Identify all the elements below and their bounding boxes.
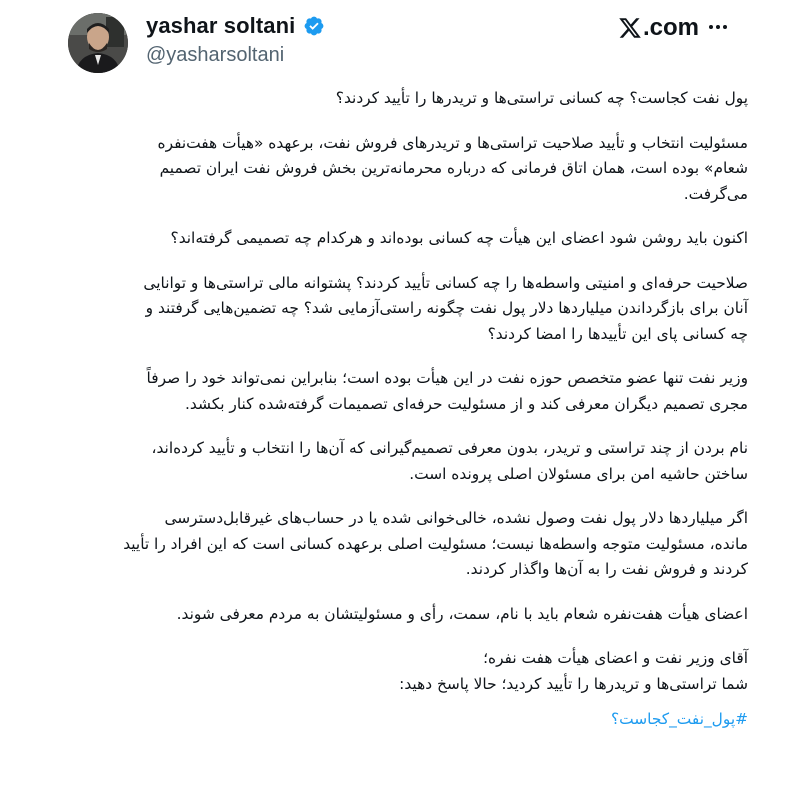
tweet-paragraph: اعضای هیأت هفت‌نفره شعام باید با نام، سمت، رأی و مسئولیتشان به مردم معرفی شوند.	[176, 604, 748, 623]
tweet-paragraph: نام بردن از چند تراستی و تریدر، بدون معرفی تصمیم‌گیرانی که آن‌ها را انتخاب و تأیید کرده‌اند، ساختن حاشیه امن برای مسئولان اصلی پرونده است.	[151, 439, 748, 483]
tweet-paragraph: پول نفت کجاست؟ چه کسانی تراستی‌ها و تریدرها را تأیید کردند؟	[335, 89, 748, 107]
verified-badge-icon	[303, 15, 325, 37]
closing-line: آقای وزیر نفت و اعضای هیأت هفت نفره؛	[483, 649, 748, 667]
name-row	[146, 12, 325, 40]
x-logo-icon	[618, 16, 642, 40]
tweet-paragraph: صلاحیت حرفه‌ای و امنیتی واسطه‌ها را چه کسانی تأیید کردند؟ پشتوانه مالی تراستی‌ها و توانایی آنان برای بازگرداندن میلیاردها دلار پول نفت چگونه راستی‌آزمایی شد؟ چه تضمین‌هایی گرفتند و چه کسانی پای این تأییدها را امضا کردند؟	[143, 273, 748, 343]
avatar-photo	[68, 13, 128, 73]
tweet-paragraph: اگر میلیاردها دلار پول نفت وصول نشده، خالی‌خوانی شده یا در حساب‌های غیرقابل‌دسترسی مانده، مسئولیت متوجه واسطه‌ها نیست؛ مسئولیت اصلی برعهده کسانی است که این افراد را تأیید کردند و فروش نفت را به آن‌ها واگذار کردند.	[123, 509, 748, 578]
tweet-text	[66, 86, 748, 733]
brand	[618, 15, 699, 41]
tweet-header	[0, 0, 800, 78]
hashtag-link[interactable]: #پول_نفت_کجاست؟	[610, 710, 748, 728]
closing-line: شما تراستی‌ها و تریدرها را تأیید کردید؛ حالا پاسخ دهید:	[399, 674, 748, 693]
brand-domain: .com	[643, 14, 700, 41]
tweet-paragraph: مسئولیت انتخاب و تأیید صلاحیت تراستی‌ها و تریدرهای فروش نفت، برعهده «هیأت هفت‌نفره شعام» بوده است، همان اتاق فرمانی که درباره محرمانه‌ترین بخش فروش نفت ایران تصمیم می‌گرفت.	[157, 133, 748, 203]
tweet-paragraph: اکنون باید روشن شود اعضای این هیأت چه کسانی بوده‌اند و هرکدام چه تصمیمی گرفته‌اند؟	[170, 229, 748, 247]
avatar[interactable]	[68, 13, 128, 73]
display-name[interactable]: yashar soltani	[146, 13, 296, 38]
tweet-paragraph: وزیر نفت تنها عضو متخصص حوزه نفت در این هیأت بوده است؛ بنابراین نمی‌تواند خود را صرفاً مجری تصمیم دیگران معرفی کند و از مسئولیت حرفه‌ای تصمیمات گرفته‌شده کنار بکشد.	[146, 369, 748, 413]
more-icon[interactable]	[706, 15, 730, 39]
user-handle[interactable]: @yasharsoltani	[146, 44, 285, 66]
